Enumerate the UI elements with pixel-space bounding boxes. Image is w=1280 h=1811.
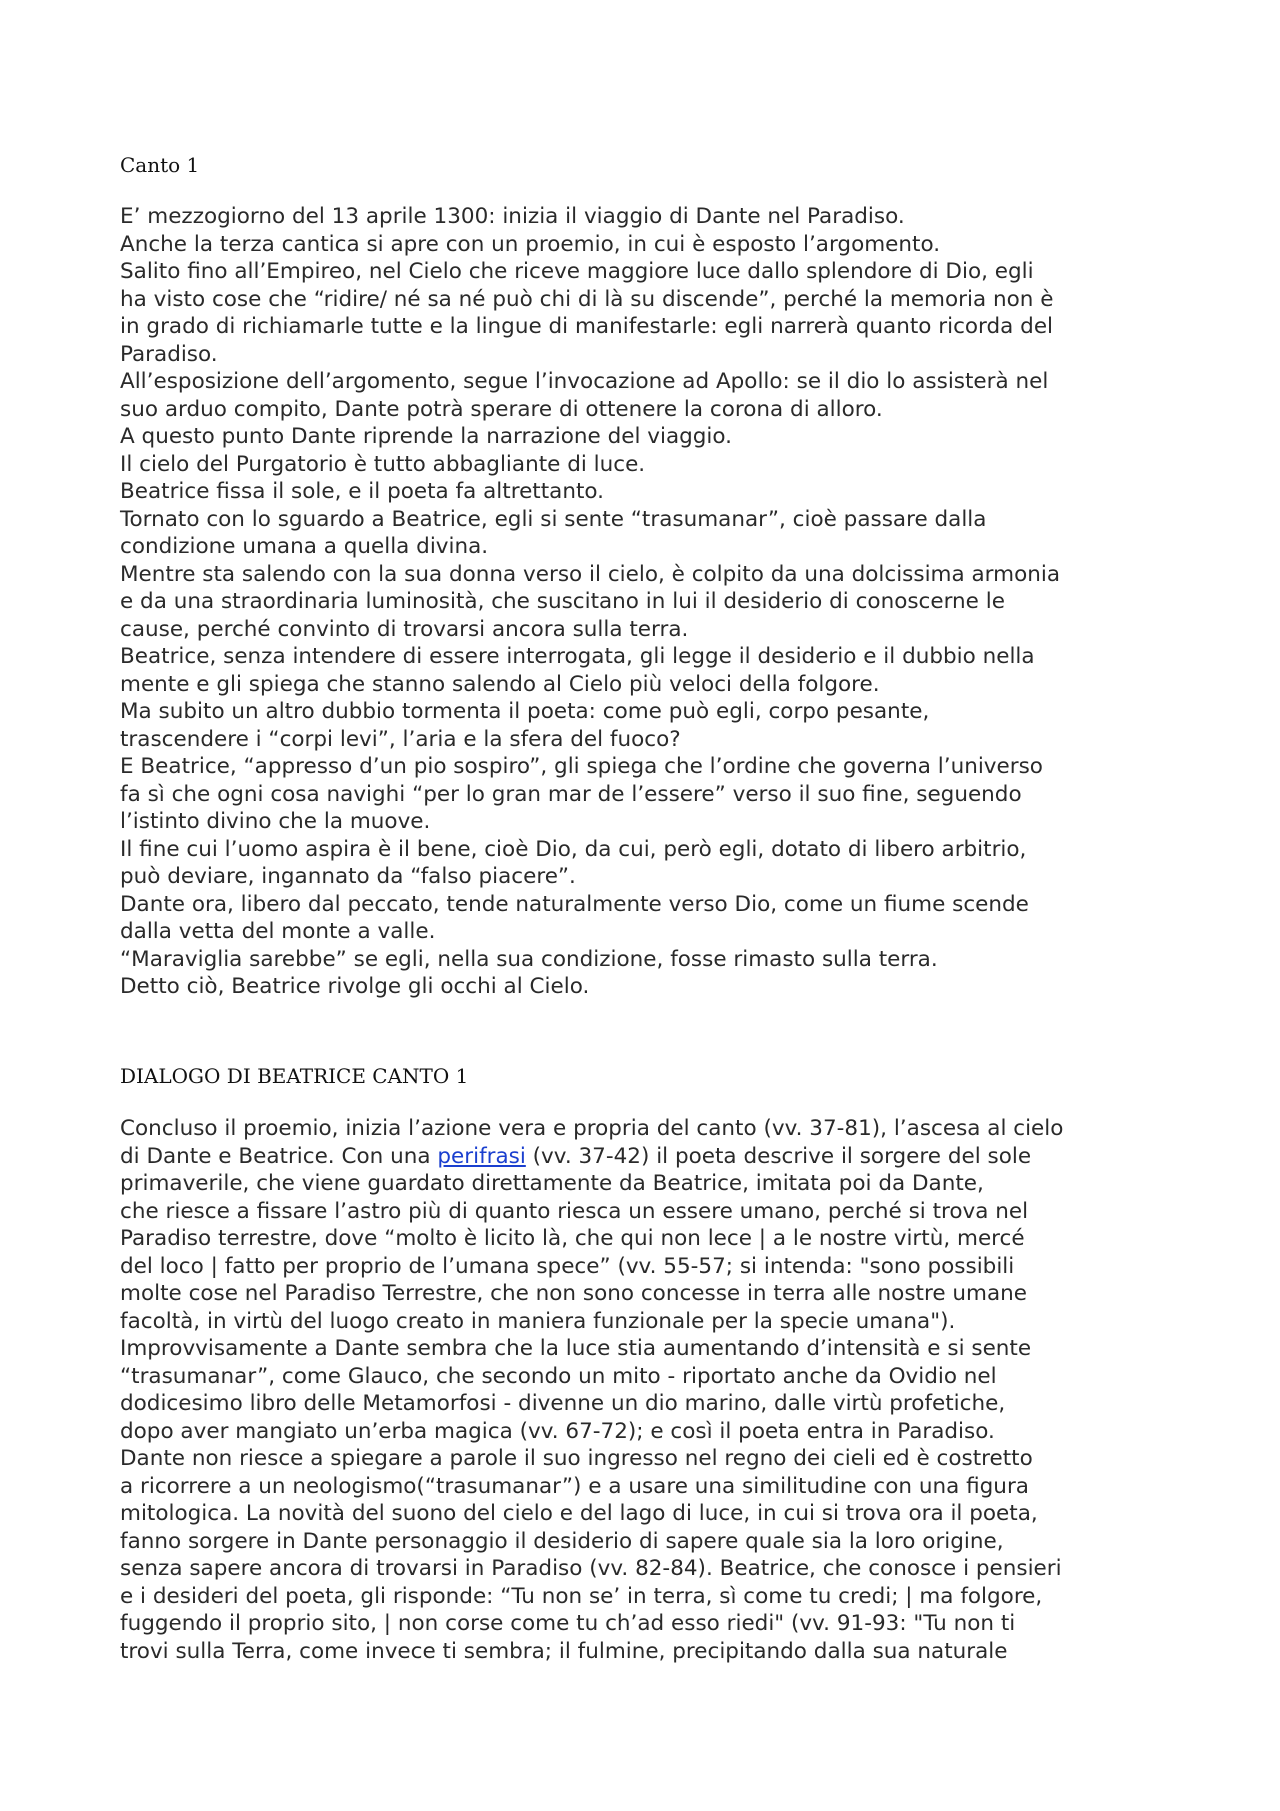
text-line: e i desideri del poeta, gli risponde: “Tu non se’ in terra, sì come tu credi; | ma folgore, xyxy=(120,1583,1043,1609)
text-line: dopo aver mangiato un’erba magica (vv. 67-72); e così il poeta entra in Paradiso. xyxy=(120,1418,995,1444)
text-line: Detto ciò, Beatrice rivolge gli occhi al Cielo. xyxy=(120,974,590,999)
text-line: in grado di richiamarle tutte e la lingue di manifestarle: egli narrerà quanto ricorda del xyxy=(120,314,1054,339)
text-line: Salito fino all’Empireo, nel Cielo che riceve maggiore luce dallo splendore di Dio, egli xyxy=(120,259,1034,284)
text-line: Tornato con lo sguardo a Beatrice, egli si sente “trasumanar”, cioè passare dalla xyxy=(120,506,987,532)
text-line: “trasumanar”, come Glauco, che secondo un mito - riportato anche da Ovidio nel xyxy=(120,1363,997,1389)
text-line: trovi sulla Terra, come invece ti sembra; il fulmine, precipitando dalla sua naturale xyxy=(120,1638,1008,1664)
text-line: senza sapere ancora di trovarsi in Paradiso (vv. 82-84). Beatrice, che conosce i pensieri xyxy=(120,1556,1062,1581)
text-line: fuggendo il proprio sito, | non corse come tu ch’ad esso riedi" (vv. 91-93: "Tu non ti xyxy=(120,1611,1016,1636)
text-line: A questo punto Dante riprende la narrazione del viaggio. xyxy=(120,424,733,449)
text-line: che riesce a fissare l’astro più di quanto riesca un essere umano, perché si trova nel xyxy=(120,1198,1029,1224)
text-line: Dante ora, libero dal peccato, tende naturalmente verso Dio, come un fiume scende xyxy=(120,891,1029,917)
text-line: Paradiso terrestre, dove “molto è licito là, che qui non lece | a le nostre virtù, mercé xyxy=(120,1226,1025,1251)
text-line: del loco | fatto per proprio de l’umana spece” (vv. 55-57; si intenda: "sono possibili xyxy=(120,1253,1015,1279)
text-line: e da una straordinaria luminosità, che suscitano in lui il desiderio di conoscerne le xyxy=(120,589,1005,614)
text-fragment: di Dante e Beatrice. Con una xyxy=(120,1143,438,1169)
perifrasi-link[interactable]: perifrasi xyxy=(437,1143,526,1169)
text-line: Beatrice, senza intendere di essere interrogata, gli legge il desiderio e il dubbio nella xyxy=(120,644,1035,669)
text-line: mente e gli spiega che stanno salendo al Cielo più veloci della folgore. xyxy=(120,671,880,697)
section-heading-dialogo: DIALOGO DI BEATRICE CANTO 1 xyxy=(120,1064,469,1088)
text-line: E Beatrice, “appresso d’un pio sospiro”, gli spiega che l’ordine che governa l’universo xyxy=(120,754,1043,779)
text-line: dalla vetta del monte a valle. xyxy=(120,919,436,944)
text-line: Paradiso. xyxy=(120,341,218,367)
text-line: a ricorrere a un neologismo(“trasumanar”) e a usare una similitudine con una figura xyxy=(120,1473,1029,1499)
text-fragment: (vv. 37-42) il poeta descrive il sorgere del sole xyxy=(525,1143,1032,1169)
text-line: Beatrice fissa il sole, e il poeta fa altrettanto. xyxy=(120,479,605,504)
text-line-with-link xyxy=(120,1143,1180,1171)
text-line: ha visto cose che “ridire/ né sa né può chi di là su discende”, perché la memoria non è xyxy=(120,286,1054,312)
section-heading-canto-1: Canto 1 xyxy=(120,153,200,177)
text-line: condizione umana a quella divina. xyxy=(120,534,489,559)
text-line: facoltà, in virtù del luogo creato in maniera funzionale per la specie umana"). xyxy=(120,1308,956,1334)
text-line: Il fine cui l’uomo aspira è il bene, cioè Dio, da cui, però egli, dotato di libero arbitrio, xyxy=(120,836,1027,862)
text-line: trascendere i “corpi levi”, l’aria e la sfera del fuoco? xyxy=(120,726,681,752)
text-line: fanno sorgere in Dante personaggio il desiderio di sapere quale sia la loro origine, xyxy=(120,1528,1004,1554)
text-line: può deviare, ingannato da “falso piacere”. xyxy=(120,864,576,889)
text-line: Il cielo del Purgatorio è tutto abbagliante di luce. xyxy=(120,451,646,477)
text-line: Ma subito un altro dubbio tormenta il poeta: come può egli, corpo pesante, xyxy=(120,699,930,724)
text-line: Mentre sta salendo con la sua donna verso il cielo, è colpito da una dolcissima armonia xyxy=(120,561,1061,587)
text-line: mitologica. La novità del suono del cielo e del lago di luce, in cui si trova ora il poeta, xyxy=(120,1501,1038,1526)
text-line: dodicesimo libro delle Metamorfosi - divenne un dio marino, dalle virtù profetiche, xyxy=(120,1391,1006,1416)
text-line: Dante non riesce a spiegare a parole il suo ingresso nel regno dei cieli ed è costretto xyxy=(120,1446,1033,1471)
text-line: Improvvisamente a Dante sembra che la luce stia aumentando d’intensità e si sente xyxy=(120,1336,1032,1361)
text-line: primaverile, che viene guardato direttamente da Beatrice, imitata poi da Dante, xyxy=(120,1171,984,1196)
text-line: “Maraviglia sarebbe” se egli, nella sua condizione, fosse rimasto sulla terra. xyxy=(120,946,938,972)
text-line: All’esposizione dell’argomento, segue l’invocazione ad Apollo: se il dio lo assisterà nel xyxy=(120,369,1049,394)
text-line: cause, perché convinto di trovarsi ancora sulla terra. xyxy=(120,616,689,642)
text-line: suo arduo compito, Dante potrà sperare di ottenere la corona di alloro. xyxy=(120,396,883,422)
section-body-dialogo xyxy=(120,1115,1180,1665)
text-line: Concluso il proemio, inizia l’azione vera e propria del canto (vv. 37-81), l’ascesa al cielo xyxy=(120,1116,1064,1141)
text-line: l’istinto divino che la muove. xyxy=(120,809,431,834)
text-line: molte cose nel Paradiso Terrestre, che non sono concesse in terra alle nostre umane xyxy=(120,1281,1027,1306)
text-line: fa sì che ogni cosa navighi “per lo gran mar de l’essere” verso il suo fine, seguendo xyxy=(120,781,1022,807)
text-line: E’ mezzogiorno del 13 aprile 1300: inizia il viaggio di Dante nel Paradiso. xyxy=(120,204,905,229)
section-body-summary xyxy=(120,203,1180,1001)
text-line: Anche la terza cantica si apre con un proemio, in cui è esposto l’argomento. xyxy=(120,231,941,257)
